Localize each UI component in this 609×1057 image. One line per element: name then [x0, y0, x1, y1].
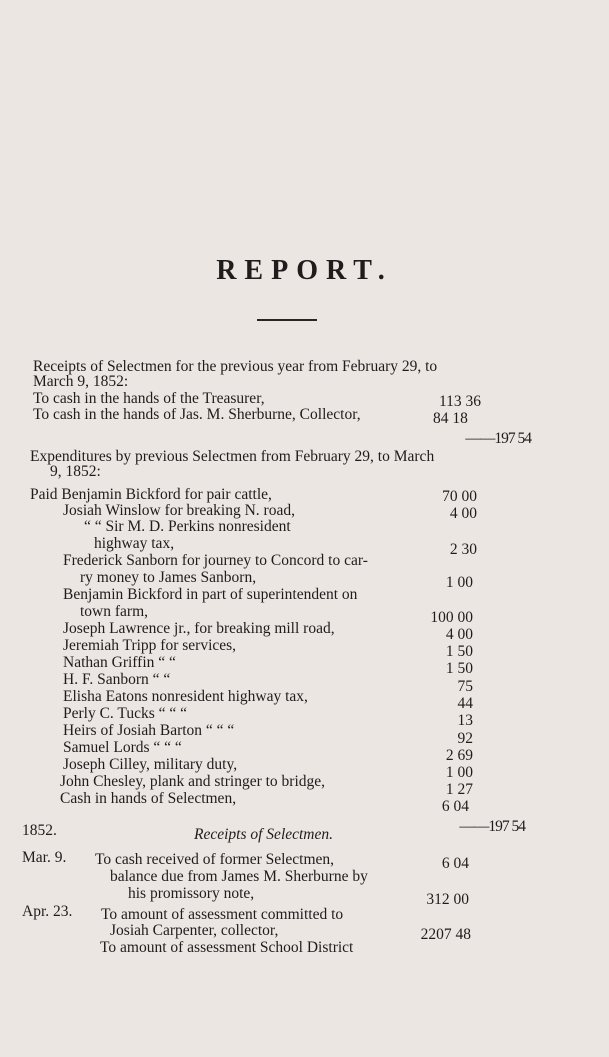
expense-amount-0: 70 00 — [442, 488, 477, 505]
receipt-date-0: Mar. 9. — [22, 849, 67, 866]
expense-amount-3: 2 30 — [449, 541, 477, 558]
intro-line-1: Receipts of Selectmen for the previous year from February 29, to — [33, 358, 438, 375]
expense-text-2: “ “ Sir M. D. Perkins nonresident — [84, 518, 291, 535]
expense-amount-16: 1 00 — [445, 764, 473, 781]
receipt-amount-0: 6 04 — [441, 855, 469, 872]
receipt-text-2: his promissory note, — [128, 885, 255, 902]
expense-text-4: Frederick Sanborn for journey to Concord to car- — [63, 552, 368, 569]
expense-amount-17: 1 27 — [445, 781, 473, 798]
expense-amount-18: 6 04 — [441, 798, 469, 815]
receipt-text-4: Josiah Carpenter, collector, — [110, 922, 279, 939]
expense-amount-9: 1 50 — [445, 643, 473, 660]
expense-amount-5: 1 00 — [445, 574, 473, 591]
receipt-text-5: To amount of assessment School District — [100, 939, 354, 956]
expense-amount-15: 2 69 — [445, 747, 473, 764]
receipt-prev-amount-0: 113 36 — [438, 393, 481, 410]
expense-amount-12: 44 — [457, 695, 473, 712]
expense-amount-10: 1 50 — [445, 660, 473, 677]
receipt-amount-2: 312 00 — [426, 891, 469, 908]
expense-text-7: town farm, — [80, 603, 149, 620]
page-title: REPORT. — [216, 255, 393, 286]
expense-amount-11: 75 — [457, 678, 473, 695]
expend-head-line-1: Expenditures by previous Selectmen from February 29, to March — [30, 448, 435, 465]
expend-head-line-2: 9, 1852: — [50, 463, 101, 480]
expense-amount-7: 100 00 — [430, 609, 473, 626]
expense-text-9: Jeremiah Tripp for services, — [63, 637, 237, 654]
receipt-prev-total: ——197 54 — [465, 430, 531, 447]
expense-text-11: H. F. Sanborn “ “ — [63, 671, 171, 688]
expense-text-13: Perly C. Tucks “ “ “ — [63, 705, 187, 722]
receipt-amount-4: 2207 48 — [420, 926, 471, 943]
expense-text-15: Samuel Lords “ “ “ — [63, 739, 182, 756]
expense-text-14: Heirs of Josiah Barton “ “ “ — [63, 722, 235, 739]
expense-amount-8: 4 00 — [445, 626, 473, 643]
expend-total: ——197 54 — [459, 818, 525, 835]
receipt-prev-text-0: To cash in the hands of the Treasurer, — [33, 390, 265, 407]
expense-text-12: Elisha Eatons nonresident highway tax, — [63, 688, 308, 705]
expense-text-16: Joseph Cilley, military duty, — [63, 756, 238, 773]
expense-text-8: Joseph Lawrence jr., for breaking mill road, — [63, 620, 335, 637]
expense-text-1: Josiah Winslow for breaking N. road, — [63, 502, 295, 519]
intro-line-2: March 9, 1852: — [33, 373, 129, 390]
expense-text-0: Paid Benjamin Bickford for pair cattle, — [30, 486, 272, 503]
expense-amount-14: 92 — [457, 730, 473, 747]
expense-text-18: Cash in hands of Selectmen, — [60, 790, 237, 807]
expense-text-6: Benjamin Bickford in part of superintendent on — [63, 586, 358, 603]
receipt-date-3: Apr. 23. — [22, 903, 73, 920]
expense-amount-1: 4 00 — [449, 505, 477, 522]
receipt-text-3: To amount of assessment committed to — [101, 906, 344, 923]
expense-text-10: Nathan Griffin “ “ — [63, 654, 176, 671]
expense-text-17: John Chesley, plank and stringer to bridge, — [60, 773, 326, 790]
expense-text-3: highway tax, — [94, 535, 175, 552]
expense-text-5: ry money to James Sanborn, — [80, 569, 257, 586]
receipt-prev-text-1: To cash in the hands of Jas. M. Sherburne, Collector, — [33, 406, 361, 423]
title-rule — [257, 319, 317, 321]
receipts-heading: Receipts of Selectmen. — [194, 826, 334, 843]
receipt-prev-amount-1: 84 18 — [433, 410, 468, 427]
expense-amount-13: 13 — [457, 712, 473, 729]
year-label: 1852. — [22, 822, 57, 839]
receipt-text-1: balance due from James M. Sherburne by — [110, 868, 368, 885]
receipt-text-0: To cash received of former Selectmen, — [95, 851, 335, 868]
